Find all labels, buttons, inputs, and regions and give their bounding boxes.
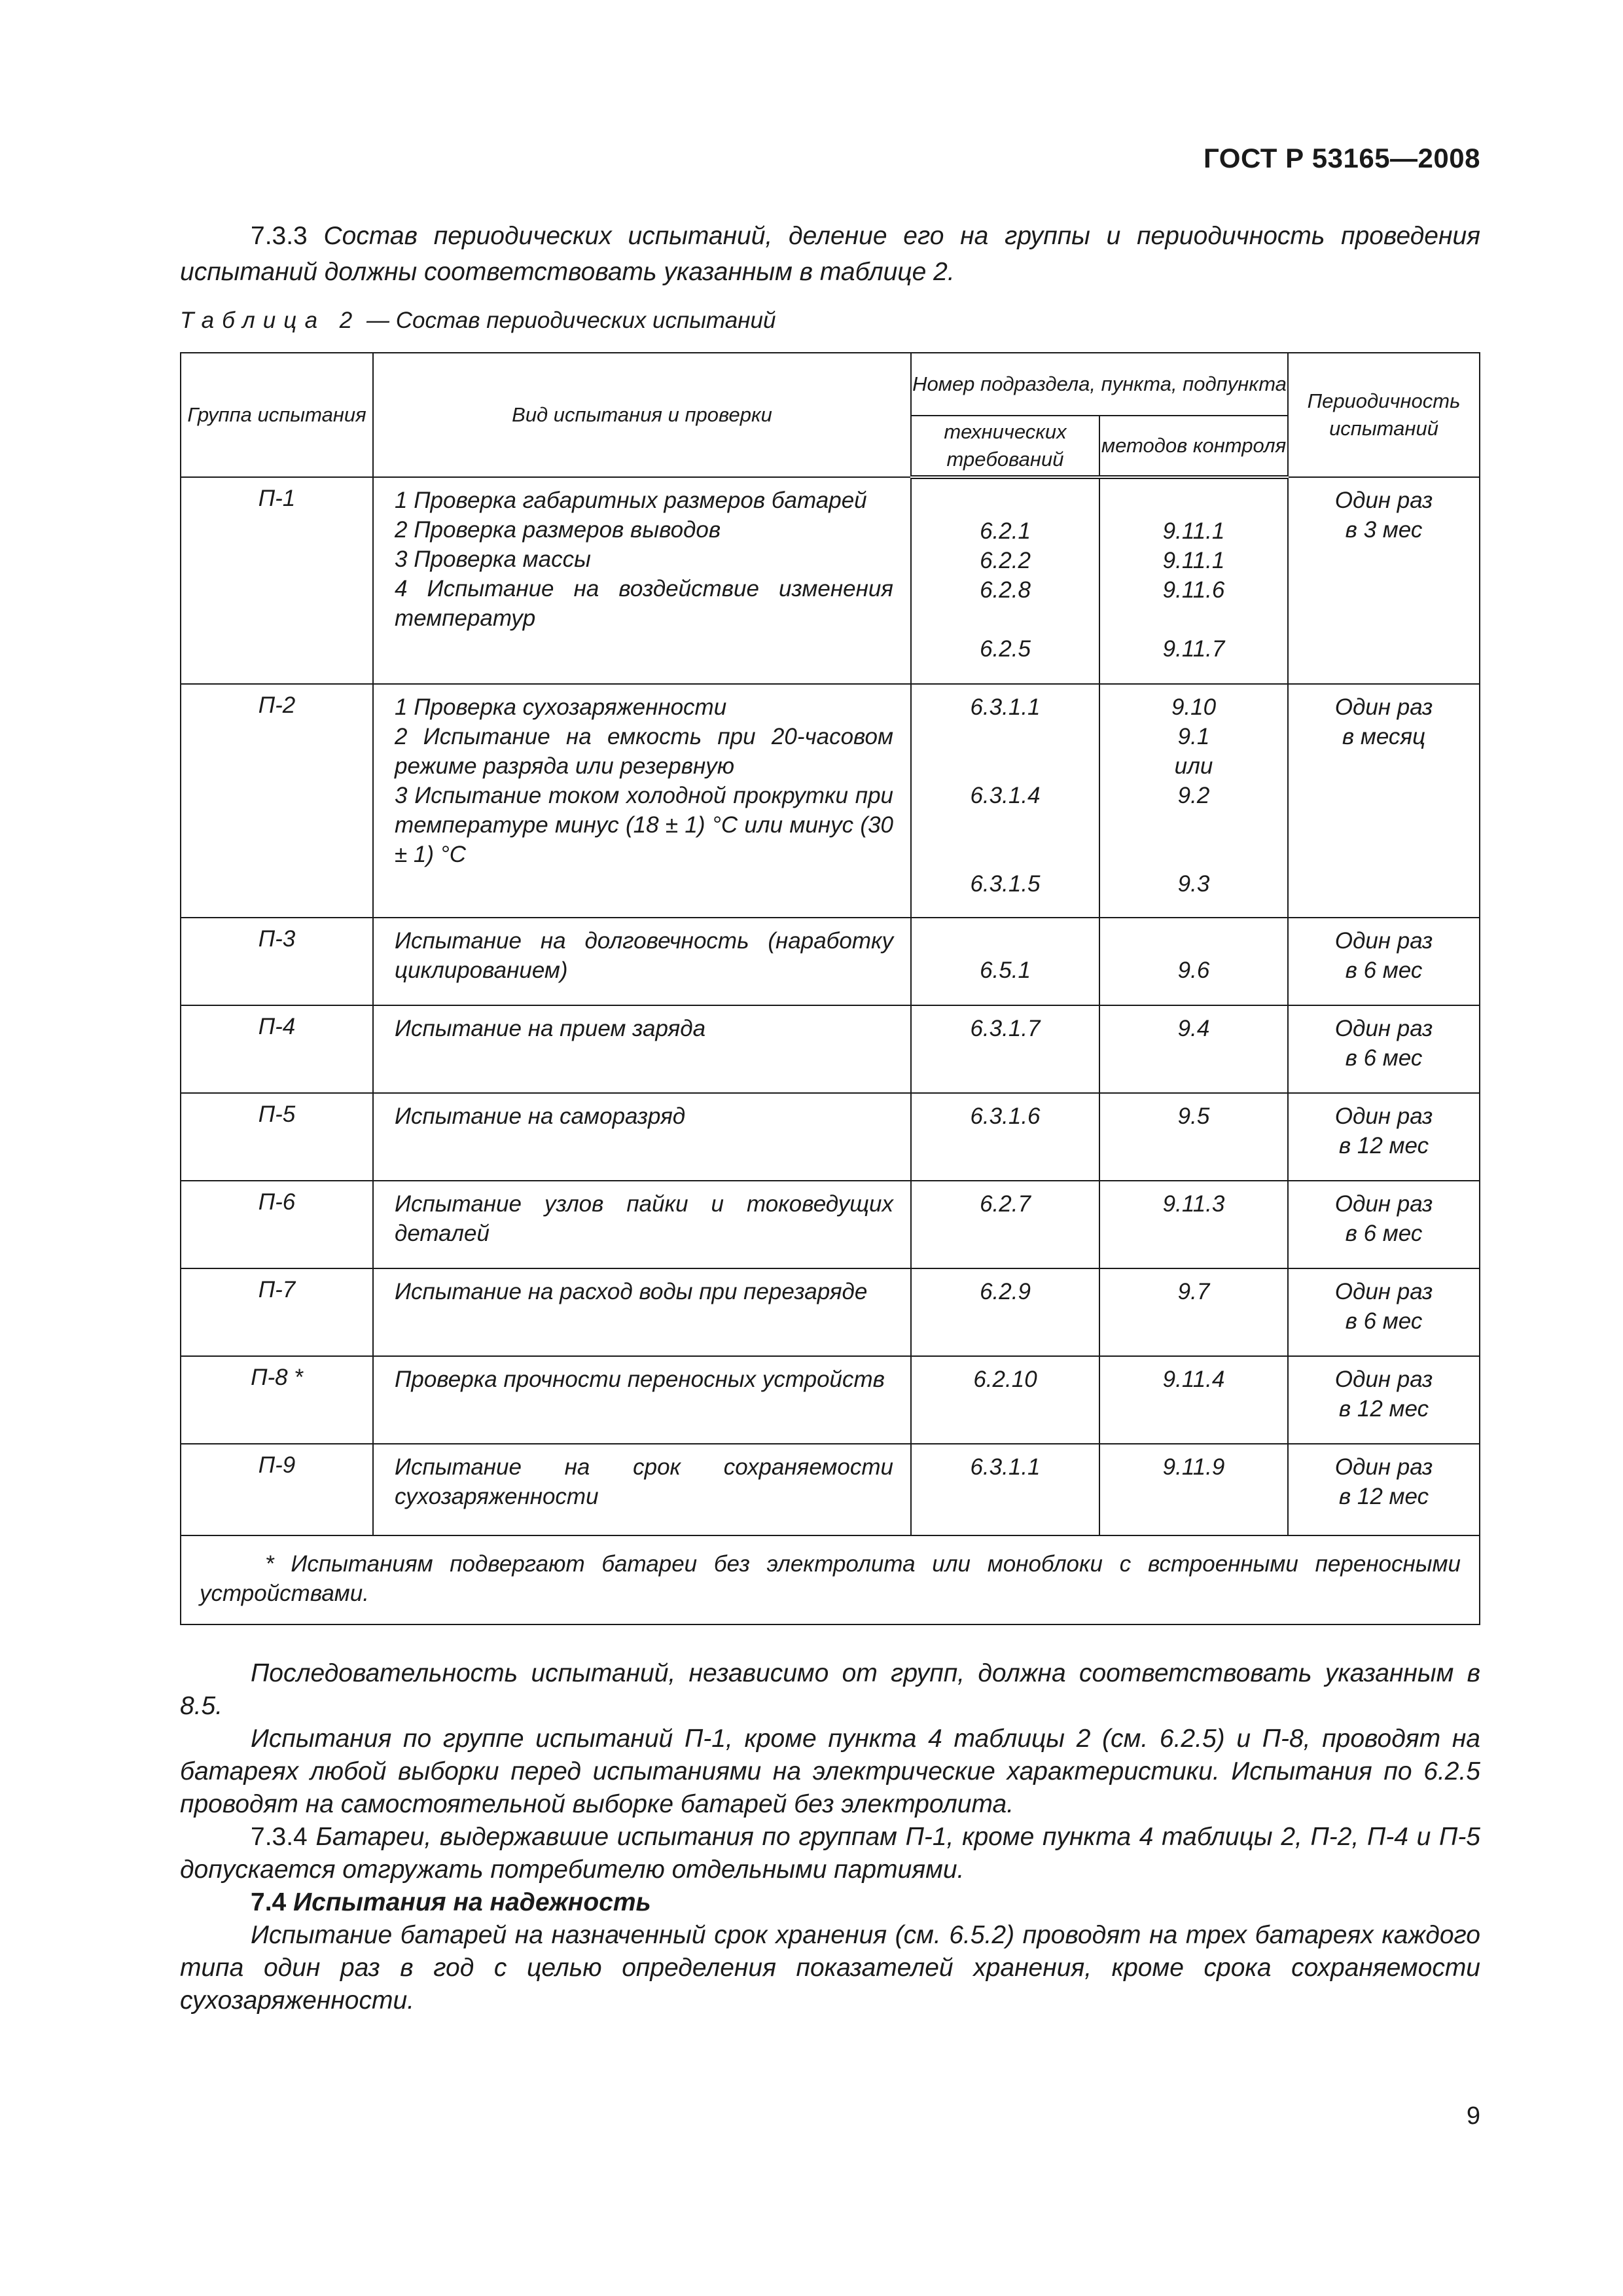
tests-cell: Испытание на срок сохраняемости сухозаряженности	[373, 1444, 911, 1535]
intro-text: Состав периодических испытаний, деление его на группы и периодичность проведения испытаний должны соответствовать указанным в таблице 2.	[180, 222, 1480, 286]
period-cell: Один раз в 6 мес	[1288, 1005, 1480, 1093]
group-cell: П-3	[181, 918, 373, 1005]
period-cell: Один раз в 12 мес	[1288, 1356, 1480, 1444]
body-text	[180, 1657, 1480, 2017]
group-cell: П-2	[181, 684, 373, 918]
tests-cell: Испытание узлов пайки и токоведущих деталей	[373, 1181, 911, 1268]
header-methods: методов контроля	[1099, 416, 1288, 477]
header-section: Номер подраздела, пункта, подпункта	[911, 353, 1288, 416]
paragraph-7-3-4: 7.3.4 Батареи, выдержавшие испытания по группам П-1, кроме пункта 4 таблицы 2, П-2, П-4 и П-5 допускается отгружать потребителю отдельными партиями.	[180, 1823, 1480, 1884]
methods-cell: 9.10 9.1 или 9.2 9.3	[1099, 684, 1288, 918]
group-cell: П-6	[181, 1181, 373, 1268]
table-caption	[180, 308, 776, 334]
table-title: Состав периодических испытаний	[395, 308, 776, 333]
methods-cell: 9.11.1 9.11.1 9.11.6 9.11.7	[1099, 477, 1288, 684]
tests-cell: Проверка прочности переносных устройств	[373, 1356, 911, 1444]
methods-cell: 9.11.9	[1099, 1444, 1288, 1535]
group-cell: П-9	[181, 1444, 373, 1535]
period-cell: Один раз в 3 мес	[1288, 477, 1480, 684]
group-cell: П-1	[181, 477, 373, 684]
table-footnote-row	[181, 1535, 1480, 1624]
clause-number: 7.3.3	[251, 222, 308, 250]
table-row	[181, 684, 1480, 918]
tests-cell: Испытание на саморазряд	[373, 1093, 911, 1181]
period-cell: Один раз в месяц	[1288, 684, 1480, 918]
period-cell: Один раз в 6 мес	[1288, 1181, 1480, 1268]
standard-header: ГОСТ Р 53165—2008	[1204, 143, 1480, 173]
methods-cell: 9.7	[1099, 1268, 1288, 1356]
methods-cell: 9.11.3	[1099, 1181, 1288, 1268]
table-row	[181, 1444, 1480, 1535]
methods-cell: 9.4	[1099, 1005, 1288, 1093]
table-row	[181, 1356, 1480, 1444]
methods-cell: 9.6	[1099, 918, 1288, 1005]
group-cell: П-8 *	[181, 1356, 373, 1444]
tests-cell: Испытание на долговечность (наработку циклированием)	[373, 918, 911, 1005]
methods-cell: 9.5	[1099, 1093, 1288, 1181]
table-footnote: * Испытаниям подвергают батареи без электролита или моноблоки с встроенными переносными устройствами.	[181, 1535, 1480, 1624]
table-row	[181, 1268, 1480, 1356]
table-label: Таблица 2	[180, 308, 361, 333]
table-row	[181, 477, 1480, 684]
tests-cell: 1 Проверка габаритных размеров батарей 2 Проверка размеров выводов 3 Проверка массы 4 Испытание на воздействие изменения температур	[373, 477, 911, 684]
header-group: Группа испытания	[181, 353, 373, 477]
period-cell: Один раз в 12 мес	[1288, 1444, 1480, 1535]
tests-cell: Испытание на расход воды при перезаряде	[373, 1268, 911, 1356]
table-row	[181, 1181, 1480, 1268]
page-number: 9	[1466, 2102, 1480, 2130]
paragraph-sequence: Последовательность испытаний, независимо от групп, должна соответствовать указанным в 8.5.	[180, 1659, 1480, 1720]
tests-cell: Испытание на прием заряда	[373, 1005, 911, 1093]
section-heading-7-4: 7.4 Испытания на надежность	[251, 1888, 651, 1916]
caption-dash: —	[366, 308, 389, 333]
header-period: Периодичность испытаний	[1288, 353, 1480, 477]
tech-cell: 6.2.9	[911, 1268, 1099, 1356]
table-row	[181, 1005, 1480, 1093]
tech-cell: 6.2.7	[911, 1181, 1099, 1268]
table-row	[181, 1093, 1480, 1181]
tech-cell: 6.3.1.1	[911, 1444, 1099, 1535]
paragraph-reliability: Испытание батарей на назначенный срок хранения (см. 6.5.2) проводят на трех батареях каждого типа один раз в год с целью определения показателей хранения, кроме срока сохраняемости сухозаряженности.	[180, 1921, 1480, 2015]
table-row	[181, 918, 1480, 1005]
header-type: Вид испытания и проверки	[373, 353, 911, 477]
group-cell: П-4	[181, 1005, 373, 1093]
tech-cell: 6.3.1.7	[911, 1005, 1099, 1093]
group-cell: П-7	[181, 1268, 373, 1356]
header-tech: технических требований	[911, 416, 1099, 477]
group-cell: П-5	[181, 1093, 373, 1181]
tech-cell: 6.2.10	[911, 1356, 1099, 1444]
period-cell: Один раз в 6 мес	[1288, 1268, 1480, 1356]
methods-cell: 9.11.4	[1099, 1356, 1288, 1444]
tests-cell: 1 Проверка сухозаряженности 2 Испытание на емкость при 20-часовом режиме разряда или резервную 3 Испытание током холодной прокрутки при температуре минус (18 ± 1) °С или минус (30 ± 1) °С	[373, 684, 911, 918]
period-cell: Один раз в 12 мес	[1288, 1093, 1480, 1181]
tech-cell: 6.2.1 6.2.2 6.2.8 6.2.5	[911, 477, 1099, 684]
period-cell: Один раз в 6 мес	[1288, 918, 1480, 1005]
intro-paragraph	[180, 218, 1480, 290]
tech-cell: 6.5.1	[911, 918, 1099, 1005]
tech-cell: 6.3.1.6	[911, 1093, 1099, 1181]
paragraph-group-p1: Испытания по группе испытаний П-1, кроме пункта 4 таблицы 2 (см. 6.2.5) и П-8, проводят на батареях любой выборки перед испытаниями на электрические характеристики. Испытания по 6.2.5 проводят на самостоятельной выборке батарей без электролита.	[180, 1725, 1480, 1818]
periodic-tests-table	[180, 352, 1480, 1625]
tech-cell: 6.3.1.1 6.3.1.4 6.3.1.5	[911, 684, 1099, 918]
